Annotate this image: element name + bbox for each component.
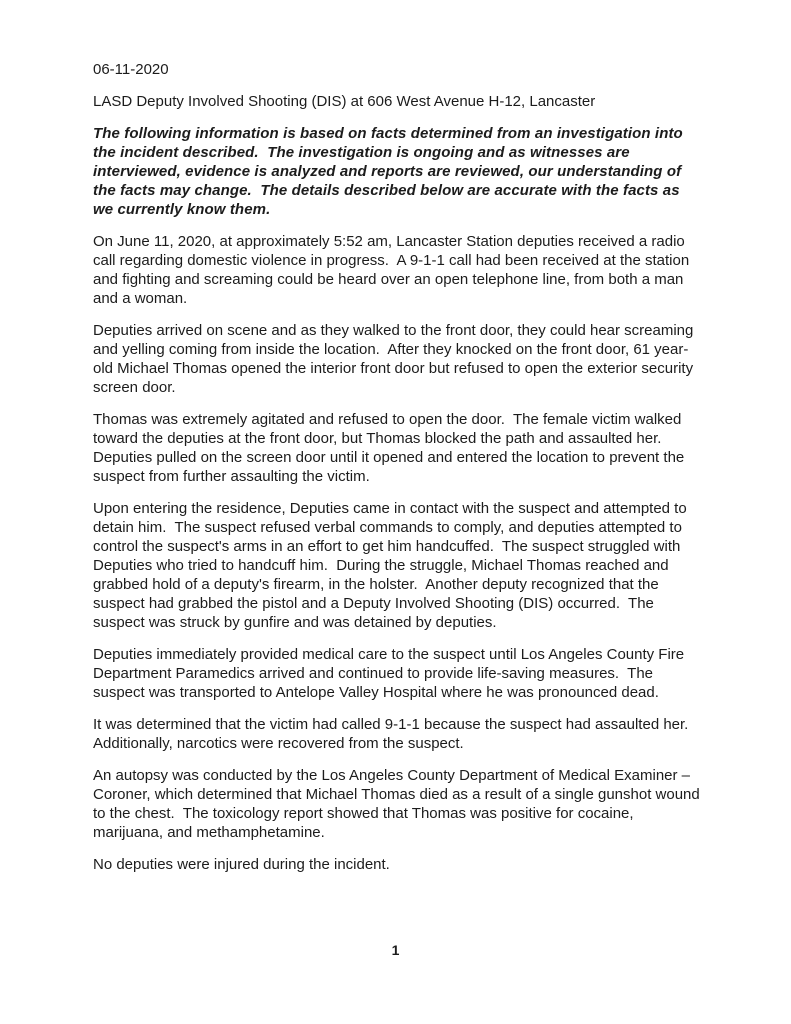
document-body bbox=[93, 60, 703, 887]
body-paragraph-4: Upon entering the residence, Deputies came in contact with the suspect and attempted to detain him. The suspect refused verbal commands to comply, and deputies attempted to control the suspect's arms in an effort to get him handcuffed. The suspect struggled with Deputies who tried to handcuff him. During the struggle, Michael Thomas reached and grabbed hold of a deputy's firearm, in the holster. Another deputy recognized that the suspect had grabbed the pistol and a Deputy Involved Shooting (DIS) occurred. The suspect was struck by gunfire and was detained by deputies. bbox=[93, 500, 691, 631]
page-number: 1 bbox=[391, 942, 400, 958]
body-paragraph-6: It was determined that the victim had called 9-1-1 because the suspect had assaulted her. Additionally, narcotics were recovered from the suspect. bbox=[93, 716, 696, 752]
disclaimer-paragraph: The following information is based on facts determined from an investigation into the incident described. The investigation is ongoing and as witnesses are interviewed, evidence is analyzed and reports are reviewed, our understanding of the facts may change. The details described below are accurate with the facts as we currently know them. bbox=[93, 125, 688, 218]
body-paragraph-8: No deputies were injured during the incident. bbox=[93, 856, 390, 873]
body-paragraph-5: Deputies immediately provided medical care to the suspect until Los Angeles County Fire Department Paramedics arrived and continued to provide life-saving measures. The suspect was transported to Antelope Valley Hospital where he was pronounced dead. bbox=[93, 646, 689, 701]
document-date: 06-11-2020 bbox=[93, 61, 169, 78]
body-paragraph-7: An autopsy was conducted by the Los Angeles County Department of Medical Examiner – Coroner, which determined that Michael Thomas died as a result of a single gunshot wound to the chest. The toxicology report showed that Thomas was positive for cocaine, marijuana, and methamphetamine. bbox=[93, 767, 704, 841]
body-paragraph-1: On June 11, 2020, at approximately 5:52 am, Lancaster Station deputies received a radio call regarding domestic violence in progress. A 9-1-1 call had been received at the station and fighting and screaming could be heard over an open telephone line, from both a man and a woman. bbox=[93, 233, 694, 307]
body-paragraph-3: Thomas was extremely agitated and refused to open the door. The female victim walked toward the deputies at the front door, but Thomas blocked the path and assaulted her. Deputies pulled on the screen door until it opened and entered the location to prevent the suspect from further assaulting the victim. bbox=[93, 411, 689, 485]
document-title: LASD Deputy Involved Shooting (DIS) at 606 West Avenue H-12, Lancaster bbox=[93, 93, 596, 110]
body-paragraph-2: Deputies arrived on scene and as they walked to the front door, they could hear screaming and yelling coming from inside the location. After they knocked on the front door, 61 year-old Michael Thomas opened the interior front door but refused to open the exterior security screen door. bbox=[93, 322, 698, 396]
